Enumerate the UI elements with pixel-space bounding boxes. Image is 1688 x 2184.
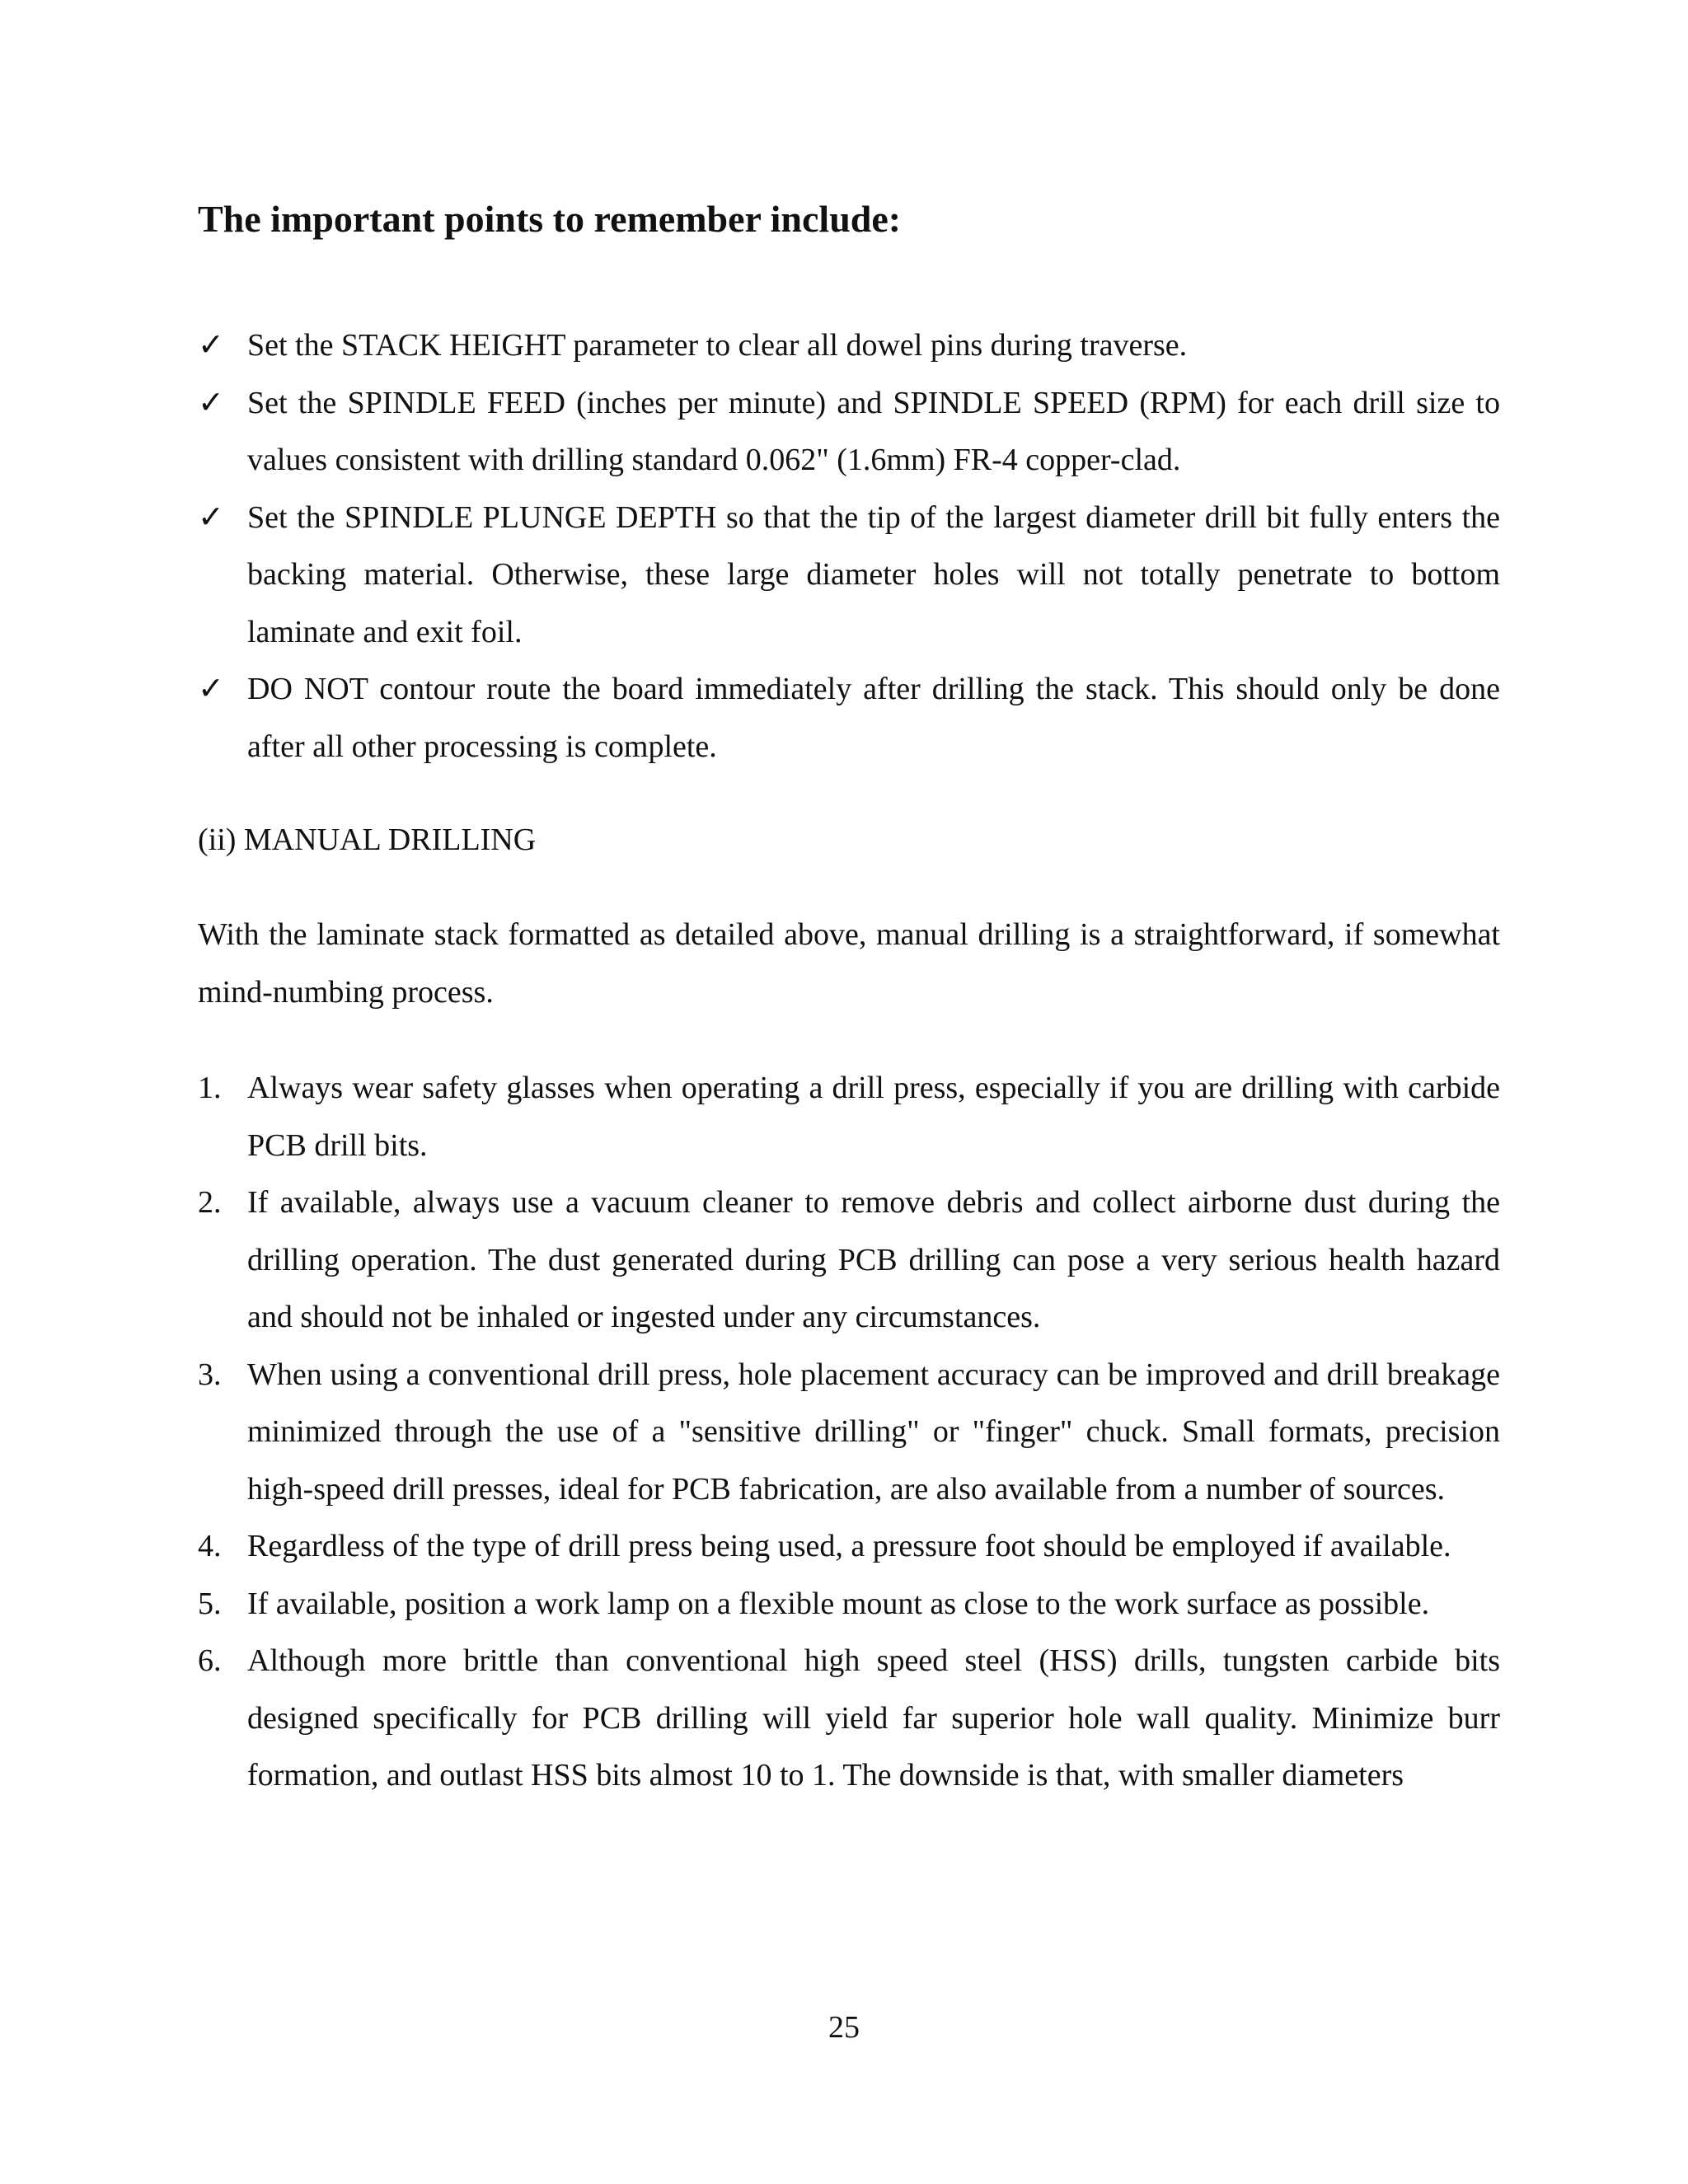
- checkmark-icon: ✓: [198, 328, 224, 363]
- numbered-item-text: If available, always use a vacuum cleaner to remove debris and collect airborne dust during the drilling operation. The dust generated during PCB drilling can pose a very serious health hazard and should not be inhaled or ingested under any circumstances.: [247, 1185, 1500, 1334]
- intro-paragraph: With the laminate stack formatted as detailed above, manual drilling is a straightforward, if somewhat mind-numbing process.: [198, 917, 1500, 1010]
- item-number: 3.: [198, 1357, 222, 1392]
- section-title: (ii) MANUAL DRILLING: [198, 823, 537, 857]
- numbered-item-text: Always wear safety glasses when operating a drill press, especially if you are drilling with carbide PCB drill bits.: [247, 1071, 1500, 1163]
- checklist-item: [198, 490, 1500, 662]
- item-number: 5.: [198, 1586, 222, 1621]
- checklist-item-text: Set the SPINDLE PLUNGE DEPTH so that the tip of the largest diameter drill bit fully enters the backing material. Otherwise, these large diameter holes will not totally penetrate to bottom laminate and exit foil.: [247, 499, 1500, 649]
- item-number: 6.: [198, 1643, 222, 1678]
- numbered-item: [198, 1633, 1500, 1805]
- item-number: 2.: [198, 1185, 222, 1220]
- checkmark-icon: ✓: [198, 672, 224, 706]
- checklist: [198, 317, 1500, 776]
- page-number: 25: [828, 2010, 860, 2045]
- checklist-item: [198, 661, 1500, 776]
- numbered-item-text: Regardless of the type of drill press being used, a pressure foot should be employed if available.: [247, 1529, 1451, 1563]
- numbered-item: [198, 1347, 1500, 1519]
- numbered-item-text: When using a conventional drill press, hole placement accuracy can be improved and drill breakage minimized through the use of a "sensitive drilling" or "finger" chuck. Small formats, precision high-speed drill presses, ideal for PCB fabrication, are also available from a number of sources.: [247, 1357, 1500, 1507]
- checklist-item: [198, 375, 1500, 490]
- item-number: 4.: [198, 1529, 222, 1563]
- numbered-item: [198, 1576, 1500, 1633]
- checklist-item-text: Set the STACK HEIGHT parameter to clear all dowel pins during traverse.: [247, 328, 1188, 363]
- checklist-item-text: Set the SPINDLE FEED (inches per minute) and SPINDLE SPEED (RPM) for each drill size to values consistent with drilling standard 0.062" (1.6mm) FR-4 copper-clad.: [247, 385, 1500, 477]
- numbered-list: [198, 1060, 1500, 1805]
- page-heading: The important points to remember include:: [198, 198, 902, 240]
- numbered-item: [198, 1174, 1500, 1347]
- checklist-item-text: DO NOT contour route the board immediately after drilling the stack. This should only be done after all other processing is complete.: [247, 672, 1500, 764]
- numbered-item: [198, 1060, 1500, 1174]
- numbered-item-text: If available, position a work lamp on a flexible mount as close to the work surface as possible.: [247, 1586, 1430, 1621]
- numbered-item: [198, 1518, 1500, 1576]
- checklist-item: [198, 317, 1500, 375]
- item-number: 1.: [198, 1071, 222, 1105]
- checkmark-icon: ✓: [198, 499, 224, 535]
- numbered-item-text: Although more brittle than conventional high speed steel (HSS) drills, tungsten carbide bits designed specifically for PCB drilling will yield far superior hole wall quality. Minimize burr formation, and outlast HSS bits almost 10 to 1. The downside is that, with smaller diameters: [247, 1643, 1500, 1793]
- checkmark-icon: ✓: [198, 385, 224, 420]
